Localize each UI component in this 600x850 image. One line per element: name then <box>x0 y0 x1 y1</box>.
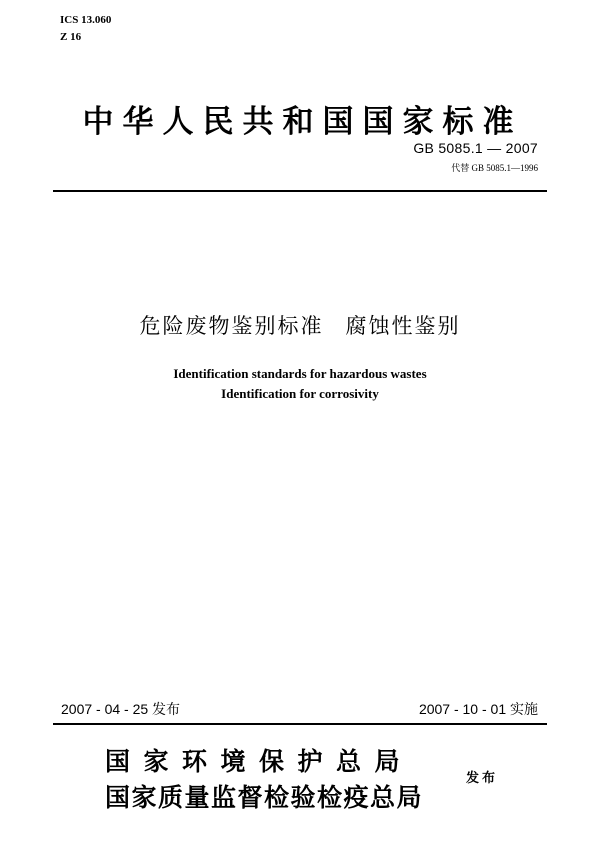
ics-code: ICS 13.060 <box>60 14 112 26</box>
classification-code: Z 16 <box>60 31 82 43</box>
title-en-line1: Identification standards for hazardous wastes <box>173 366 427 381</box>
standard-number: GB 5085.1 — 2007 <box>413 140 538 156</box>
issuer-line1: 国家环境保护总局 <box>105 747 414 776</box>
document-title-cn <box>0 310 600 340</box>
national-standard-title: 中华人民共和国国家标准 <box>82 104 523 140</box>
title-cn-part2: 腐蚀性鉴别 <box>345 314 461 338</box>
issuer-line2: 国家质量监督检验检疫总局 <box>105 783 424 812</box>
issuing-authorities <box>105 744 423 816</box>
publish-label: 发布 <box>466 771 499 786</box>
title-en-line2: Identification for corrosivity <box>221 386 379 401</box>
title-cn-part1: 危险废物鉴别标准 <box>139 314 324 338</box>
effective-date: 2007 - 10 - 01 实施 <box>418 701 538 717</box>
document-title-en <box>0 364 600 404</box>
classification-codes <box>60 12 111 46</box>
top-divider <box>53 190 547 192</box>
issue-date: 2007 - 04 - 25 发布 <box>61 701 181 717</box>
replaces-standard: 代替 GB 5085.1—1996 <box>451 163 538 173</box>
bottom-divider <box>53 723 547 725</box>
